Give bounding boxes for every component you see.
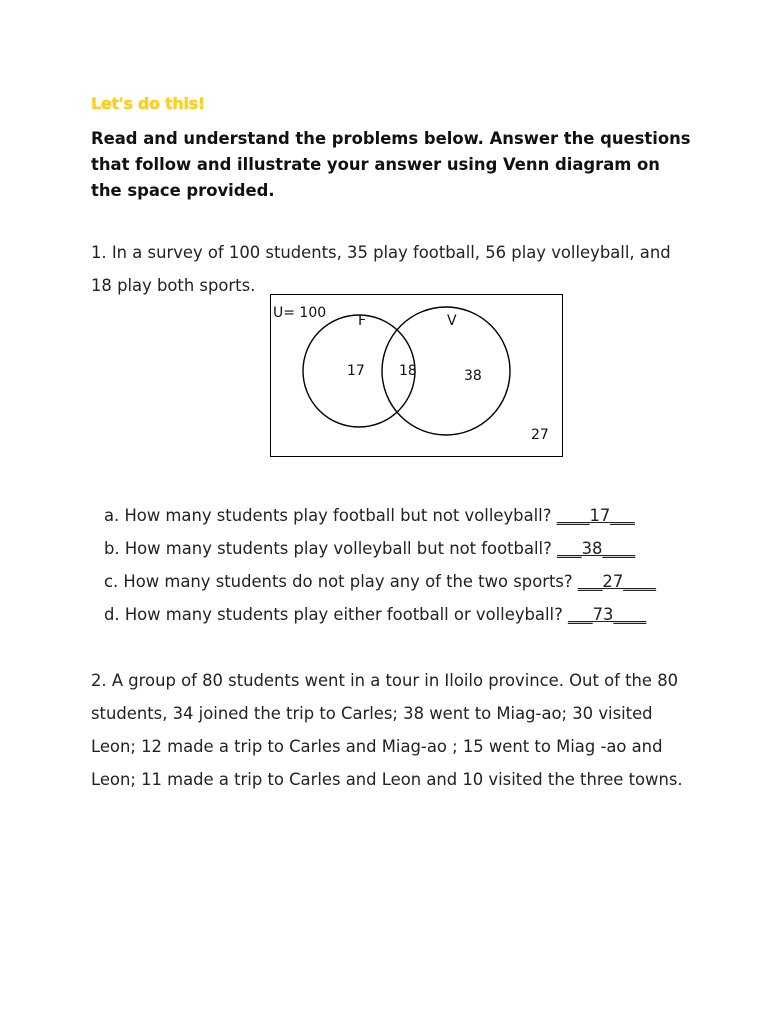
question-c-text: c. How many students do not play any of the two sports? bbox=[104, 572, 578, 591]
instructions-text: Read and understand the problems below. Answer the questions that follow and illustrate your answer using Venn diagram on the space provided. bbox=[91, 129, 691, 200]
both-value: 18 bbox=[399, 363, 417, 379]
volleyball-only-value: 38 bbox=[464, 368, 482, 384]
question-d bbox=[104, 598, 704, 631]
football-only-value: 17 bbox=[347, 363, 365, 379]
problem-1-text: 1. In a survey of 100 students, 35 play football, 56 play volleyball, and 18 play both sports. bbox=[91, 243, 671, 295]
outside-value: 27 bbox=[531, 427, 549, 443]
section-heading: Let's do this! bbox=[91, 94, 205, 113]
question-d-answer: ___73____ bbox=[568, 605, 647, 624]
question-c bbox=[104, 565, 704, 598]
question-a-text: a. How many students play football but not volleyball? bbox=[104, 506, 557, 525]
problem-1-questions bbox=[104, 499, 704, 631]
question-b-text: b. How many students play volleyball but not football? bbox=[104, 539, 558, 558]
universe-label: U= 100 bbox=[273, 305, 327, 321]
question-c-answer: ___27____ bbox=[577, 572, 657, 591]
set-v-label: V bbox=[447, 313, 457, 329]
venn-diagram bbox=[270, 294, 563, 457]
question-b-answer: ___38____ bbox=[557, 539, 636, 558]
question-d-text: d. How many students play either football or volleyball? bbox=[104, 605, 568, 624]
question-a bbox=[104, 499, 704, 532]
question-a-answer: ____17___ bbox=[556, 506, 635, 525]
problem-2-text: 2. A group of 80 students went in a tour in Iloilo province. Out of the 80 students, 34 joined the trip to Carles; 38 went to Miag-ao; 30 visited Leon; 12 made a trip to Carles and Miag-ao ; 15 went to Miag -ao and Leon; 11 made a trip to Carles and Leon and 10 visited the three towns. bbox=[91, 671, 683, 789]
question-b bbox=[104, 532, 704, 565]
set-f-label: F bbox=[358, 313, 367, 329]
